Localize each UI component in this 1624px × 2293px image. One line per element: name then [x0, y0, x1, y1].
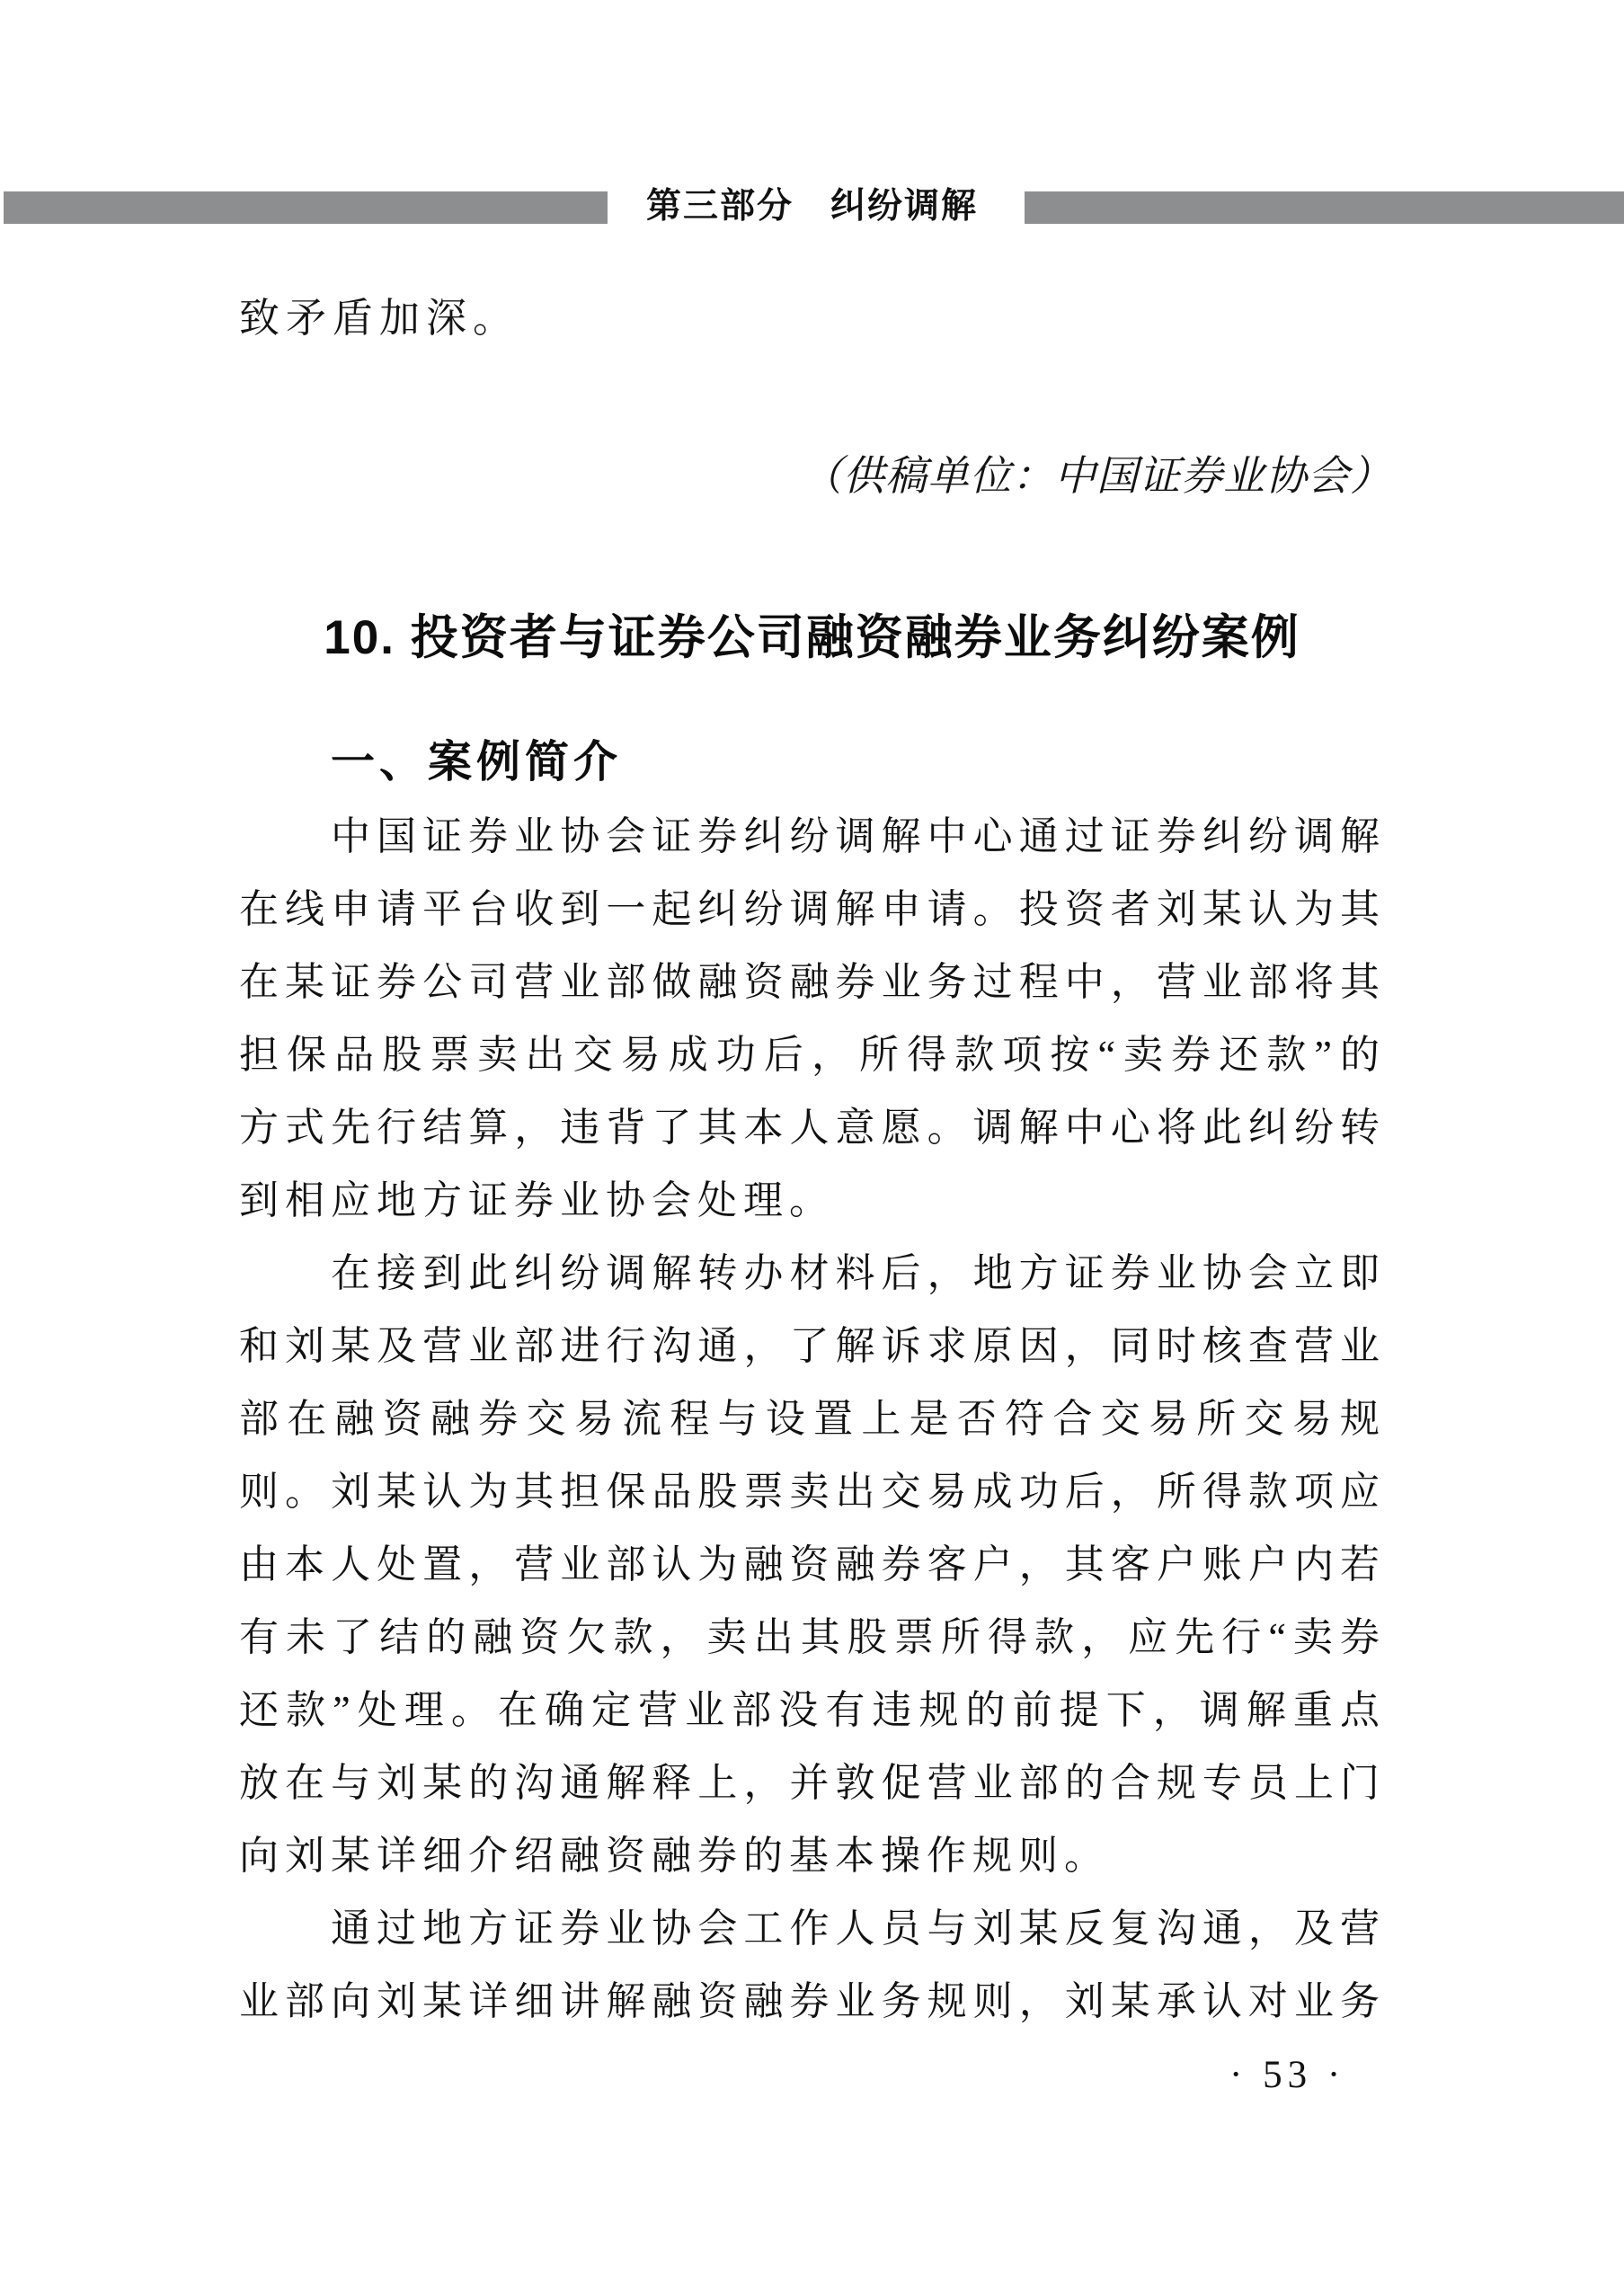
section-subheading: 一、案例简介	[331, 737, 623, 787]
body-line: 业部向刘某详细讲解融资融券业务规则，刘某承认对业务	[239, 1979, 1386, 2023]
attribution-line: （供稿单位：中国证券业协会）	[801, 453, 1392, 499]
body-line: 有未了结的融资欠款，卖出其股票所得款，应先行“卖券	[239, 1615, 1386, 1659]
body-line: 和刘某及营业部进行沟通，了解诉求原因，同时核查营业	[239, 1324, 1386, 1368]
body-line: 还款”处理。在确定营业部没有违规的前提下，调解重点	[239, 1688, 1386, 1732]
body-line: 担保品股票卖出交易成功后，所得款项按“卖券还款”的	[239, 1033, 1386, 1077]
body-line: 在接到此纠纷调解转办材料后，地方证券业协会立即	[331, 1251, 1386, 1295]
carryover-line: 致矛盾加深。	[239, 296, 520, 341]
body-line: 通过地方证券业协会工作人员与刘某反复沟通，及营	[331, 1906, 1386, 1951]
body-line: 则。刘某认为其担保品股票卖出交易成功后，所得款项应	[239, 1470, 1386, 1514]
body-line: 中国证券业协会证券纠纷调解中心通过证券纠纷调解	[331, 814, 1386, 858]
body-line: 放在与刘某的沟通解释上，并敦促营业部的合规专员上门	[239, 1761, 1386, 1805]
body-line: 到相应地方证券业协会处理。	[239, 1178, 835, 1222]
page-number: · 53 ·	[1229, 2054, 1346, 2096]
body-line: 在线申请平台收到一起纠纷调解申请。投资者刘某认为其	[239, 887, 1386, 931]
body-line: 向刘某详细介绍融资融券的基本操作规则。	[239, 1834, 1110, 1878]
body-line: 部在融资融券交易流程与设置上是否符合交易所交易规	[239, 1397, 1386, 1441]
chapter-heading: 10. 投资者与证券公司融资融券业务纠纷案例	[324, 611, 1300, 664]
body-text-block	[239, 800, 1386, 2038]
running-head-title: 第三部分 纠纷调解	[645, 187, 978, 226]
body-line: 方式先行结算，违背了其本人意愿。调解中心将此纠纷转	[239, 1106, 1386, 1150]
body-line: 由本人处置，营业部认为融资融券客户，其客户账户内若	[239, 1542, 1386, 1586]
body-line: 在某证券公司营业部做融资融券业务过程中，营业部将其	[239, 960, 1386, 1004]
